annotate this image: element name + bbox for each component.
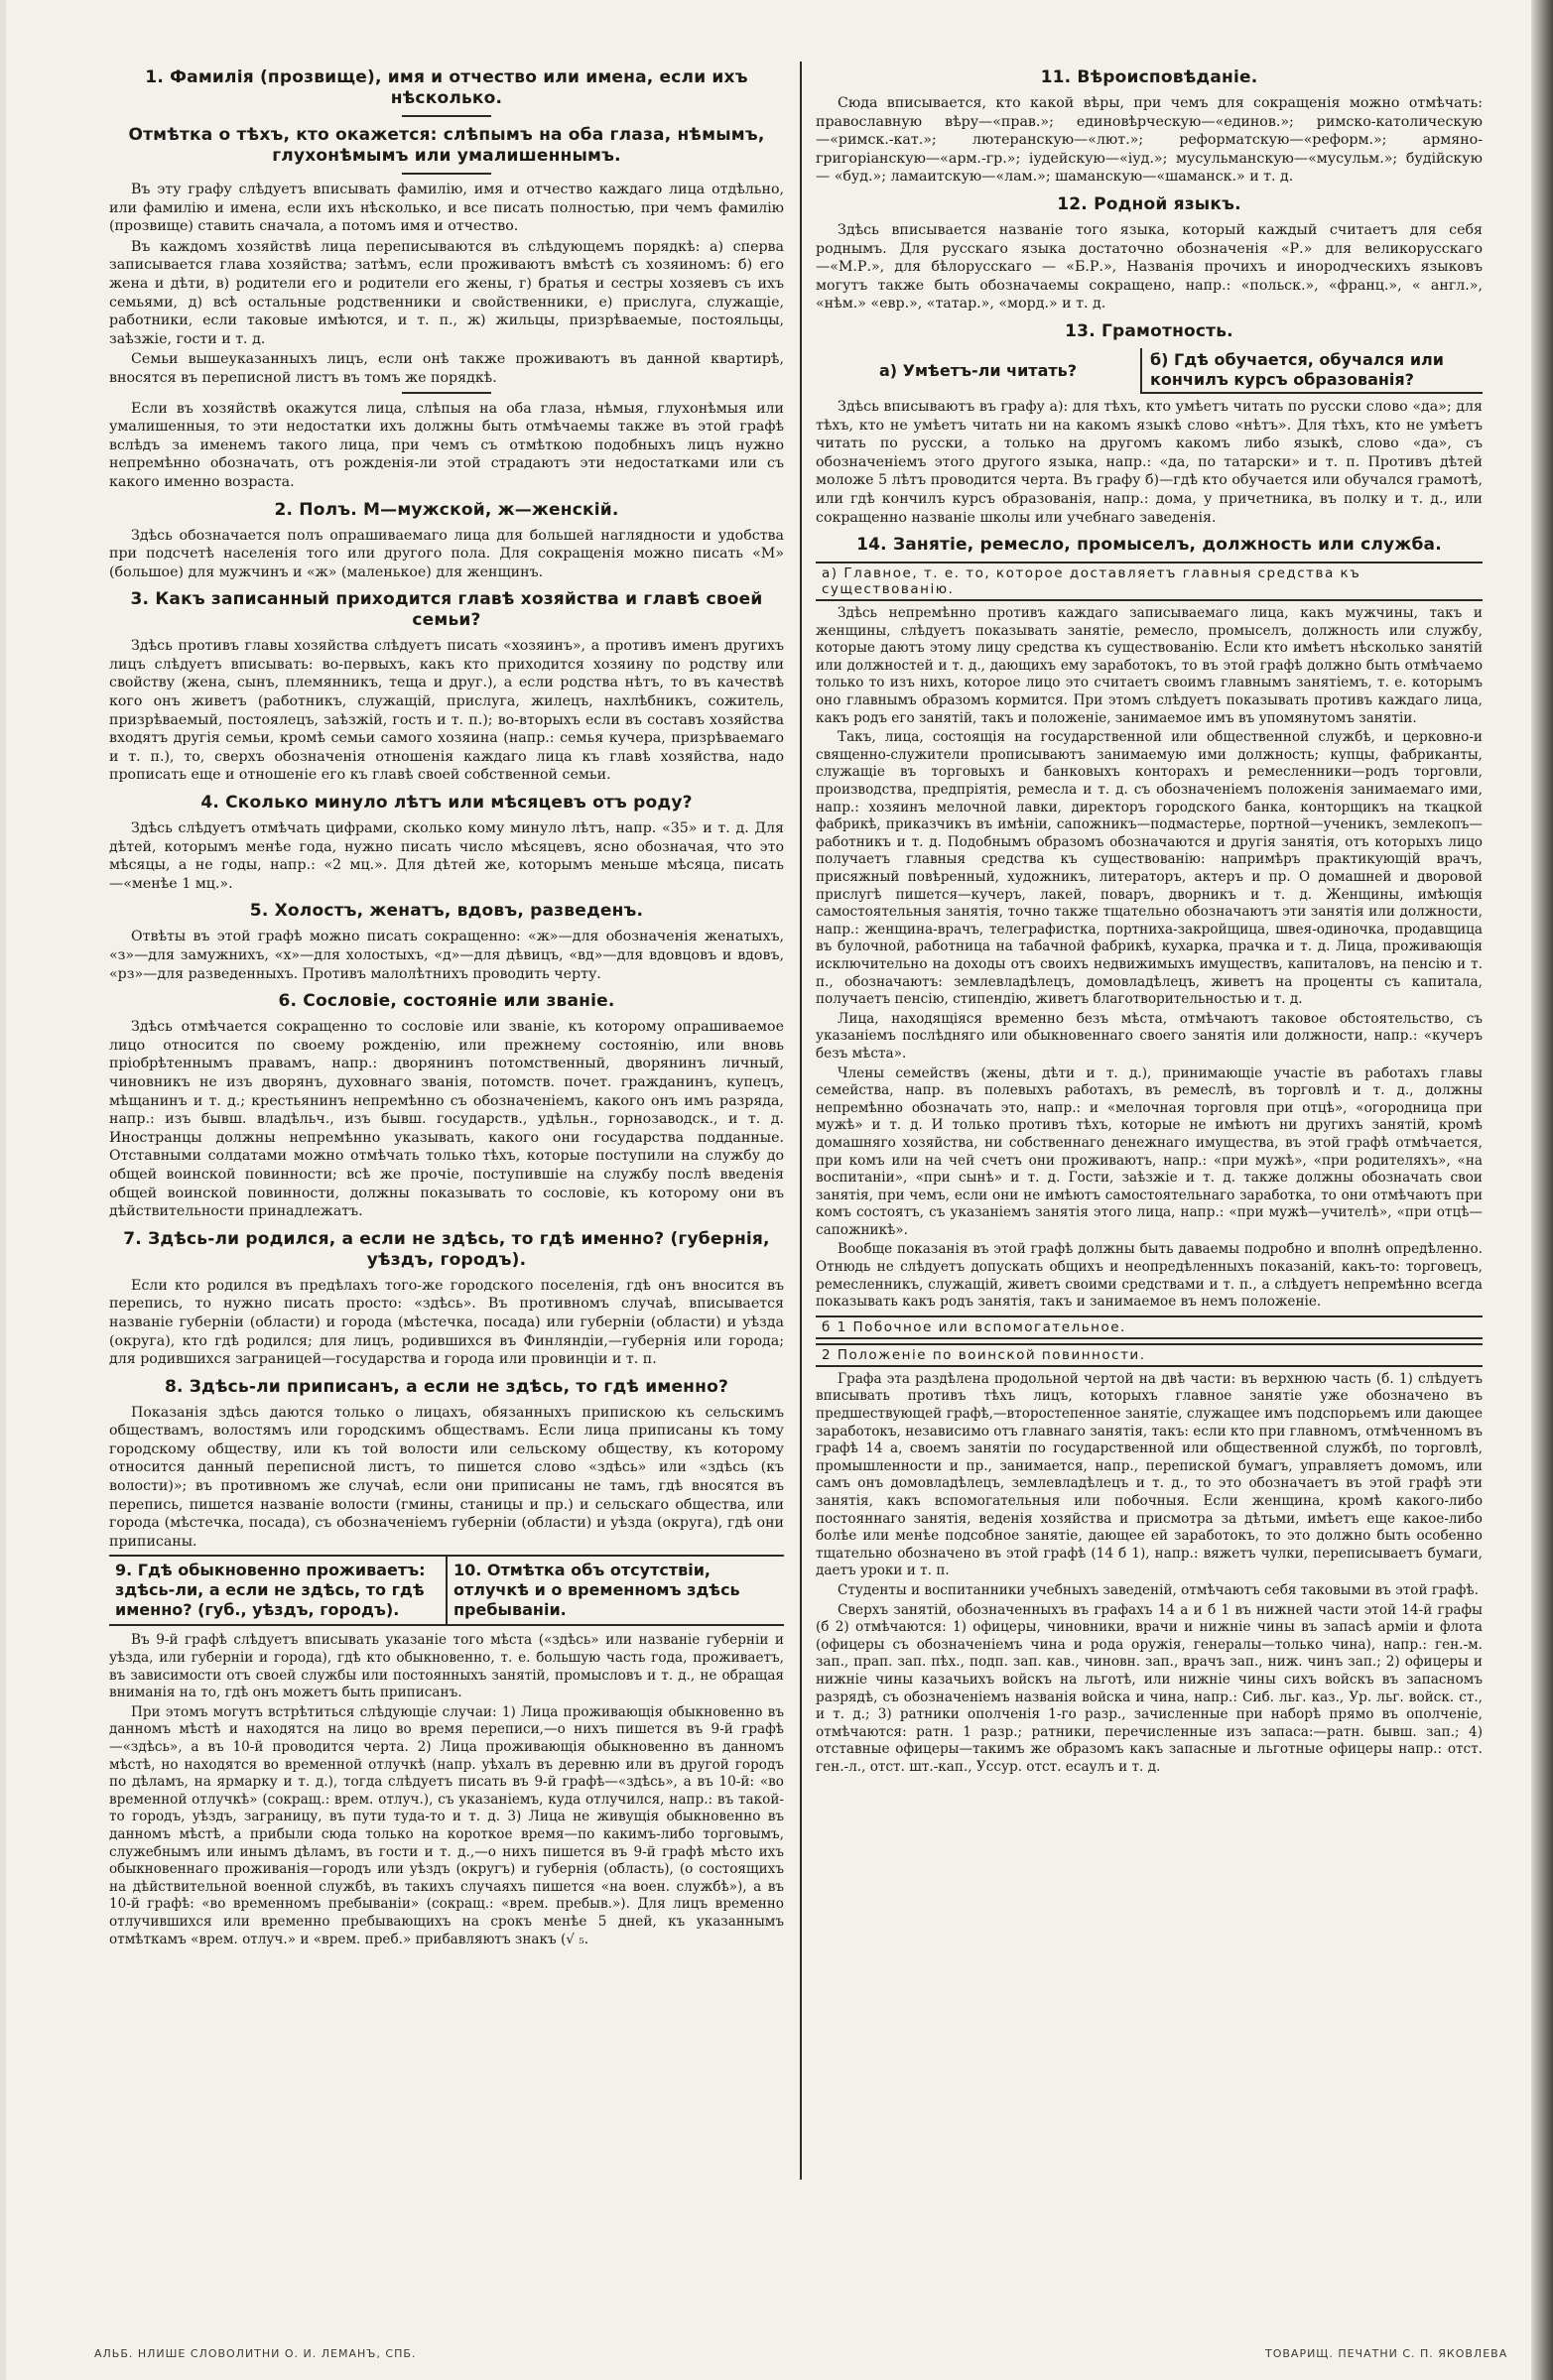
section-9-paragraph: Въ 9-й графѣ слѣдуетъ вписывать указаніе того мѣста («здѣсь» или названіе губерніи и уѣзда, или губерніи и города), гдѣ кто обыкновенно, т. е. большую часть года, проживаетъ, въ зависимости отъ своей службы или постоянныхъ занятій, промысловъ и т. д., не обращая вниманія на то, гдѣ онъ можетъ быть приписанъ. [109, 1632, 784, 1701]
right-column [816, 60, 1483, 2183]
section-8-paragraph: Показанія здѣсь даются только о лицахъ, обязанныхъ припискою къ сельскимъ обществамъ, волостямъ или городскимъ обществамъ. Если лица приписаны къ тому городскому обществу, или къ той волости или сельскому обществу, къ которому относится данный переписной листъ, то пишется слово «здѣсь» или «здѣсь (къ волости)»; въ противномъ же случаѣ, если они приписаны не тамъ, гдѣ вносятся въ перепись, пишется названіе волости (гмины, станицы и пр.) и сельскаго общества, или города (мѣстечка, посада), съ обозначеніемъ губерніи (области) и уѣзда (округа), гдѣ они приписаны. [109, 1404, 784, 1550]
page-edge-left [0, 0, 6, 2380]
section-7-title: 7. Здѣсь-ли родился, а если не здѣсь, то гдѣ именно? (губернія, уѣздъ, городъ). [123, 1228, 770, 1270]
section-5-title: 5. Холостъ, женатъ, вдовъ, разведенъ. [249, 901, 644, 922]
section-14-b1-bar: б 1 Побочное или вспомогательное. [816, 1315, 1483, 1339]
section-1-paragraph: Въ каждомъ хозяйствѣ лица переписываются въ слѣдующемъ порядкѣ: а) сперва записывается глава хозяйства; затѣмъ, если проживаютъ вмѣстѣ съ хозяиномъ: б) его жена и дѣти, в) родители его и родители его жены, г) братья и сестры хозяевъ съ ихъ семьями, д) всѣ остальные родственники и свойственники, е) прислуга, служащіе, работники, если таковые имѣются, и т. п., ж) жильцы, призрѣваемые, постояльцы, заѣзжіе, гости и т. д. [109, 238, 784, 347]
section-13-a-label: а) Умѣетъ-ли читать? [878, 361, 1078, 381]
section-14-paragraph: Члены семействъ (жены, дѣти и т. д.), принимающіе участіе въ работахъ главы семейства, напр. въ полевыхъ работахъ, въ ремеслѣ, въ торговлѣ и т. д., должны непремѣнно обозначать это, напр.: и «мелочная торговля при отцѣ», «огородница при мужѣ» и т. д. И только противъ тѣхъ, которые не имѣютъ ни другихъ занятій, кромѣ домашняго хозяйства, ни собственнаго денежнаго имущества, въ этой графѣ отмѣчается, при комъ или на чей счетъ они проживаютъ, напр.: «при мужѣ», «при родителяхъ», «на воспитаніи», «при сынѣ» и т. д. Гости, заѣзжіе и т. д. также должны обозначать свои занятія, при чемъ, если они не имѣютъ самостоятельнаго заработка, то они отмѣчаютъ при комъ состоятъ, съ указаніемъ занятія этого лица, напр.: «при мужѣ—учителѣ», «при отцѣ—сапожникѣ». [816, 1065, 1483, 1238]
section-11-title: 11. Вѣроисповѣданіе. [1040, 67, 1258, 87]
section-12-title: 12. Родной языкъ. [1057, 193, 1241, 214]
section-rule [402, 173, 491, 175]
section-rule [402, 392, 491, 394]
section-2-title: 2. Полъ. М—мужской, ж—женскій. [274, 499, 619, 520]
left-column [109, 60, 784, 2183]
section-13-paragraph: Здѣсь вписываютъ въ графу а): для тѣхъ, кто умѣетъ читать по русски слово «да»; для тѣхъ, кто не умѣетъ читать ни на какомъ языкѣ слово «нѣтъ». Для тѣхъ, кто не умѣетъ читать по русски, а только на другомъ какомъ либо языкѣ, слово «да», съ обозначеніемъ этого другого языка, напр.: «да, по татарски» и т. п. Противъ дѣтей моложе 5 лѣтъ проводится черта. Въ графу б)—гдѣ кто обучается или обучался грамотѣ, или гдѣ кончилъ курсъ образованія, напр.: дома, у причетника, въ полку и т. д., или сокращенно названіе школы или учебнаго заведенія. [816, 398, 1483, 526]
section-4-title: 4. Сколько минуло лѣтъ или мѣсяцевъ отъ роду? [200, 793, 693, 814]
section-13-b-label: б) Гдѣ обучается, обучался или кончилъ курсъ образованія? [1140, 348, 1483, 394]
section-5-paragraph: Отвѣты въ этой графѣ можно писать сокращенно: «ж»—для обозначенія женатыхъ, «з»—для замужнихъ, «х»—для холостыхъ, «д»—для дѣвицъ, «вд»—для вдовцовъ и вдовъ, «рз»—для разведенныхъ. Противъ малолѣтнихъ проводить черту. [109, 929, 784, 982]
section-8-title: 8. Здѣсь-ли приписанъ, а если не здѣсь, то гдѣ именно? [164, 1376, 729, 1397]
page-edge-right [1531, 0, 1553, 2380]
section-14-paragraph: Студенты и воспитанники учебныхъ заведеній, отмѣчаютъ себя таковыми въ этой графѣ. [838, 1581, 1479, 1598]
section-14-paragraph: Сверхъ занятій, обозначенныхъ въ графахъ 14 а и б 1 въ нижней части этой 14-й графы (б 2) отмѣчаются: 1) офицеры, чиновники, врачи и нижніе чины въ запасѣ арміи и флота (офицеры съ обозначеніемъ чина и рода оружія, генералы—только чина), напр.: ген.-м. зап., прап. зап. пѣх., подп. зап. кав., чиновн. зап., врачъ зап., ниж. чинъ зап.; 2) офицеры и нижніе чины казачьихъ войскъ на льготѣ, или нижніе чины сихъ войскъ въ запасномъ разрядѣ, съ обозначеніемъ названія войска и чина, напр.: Сиб. льг. каз., Ур. льг. войск. ст., и т. д.; 3) ратники ополченія 1-го разр., зачисленные при наборѣ прямо въ ополченіе, отмѣчаются: ратн. 1 разр.; ратники, перечисленные изъ запаса:—ратн. бывш. зап.; 4) отставные офицеры—такимъ же образомъ какъ запасные и льготные офицеры напр.: отст. ген.-л., отст. шт.-кап., Уссур. отст. есаулъ и т. д. [816, 1601, 1483, 1775]
section-1-paragraph: Семьи вышеуказанныхъ лицъ, если онѣ также проживаютъ въ данной квартирѣ, вносятся въ переписной листъ въ томъ же порядкѣ. [109, 351, 784, 386]
section-13-title: 13. Грамотность. [1065, 320, 1233, 341]
section-14-paragraph: Графа эта раздѣлена продольной чертой на двѣ части: въ верхнюю часть (б. 1) слѣдуетъ вписывать противъ тѣхъ лицъ, которыхъ главное занятіе уже обозначено въ предшествующей графѣ,—второстепенное занятіе, служащее имъ подспорьемъ или дающее заработокъ, независимо отъ главнаго занятія, такъ: если кто при главномъ, отмѣченномъ въ графѣ 14 а, своемъ занятіи по государственной или общественной службѣ, по торговлѣ, промышленности и пр., занимается, напр., перепиской бумагъ, управляетъ домомъ, или самъ онъ домовладѣлецъ, землевладѣлецъ и т. д., то это обозначаетъ въ этой графѣ эти занятія, какъ вспомогательныя или побочныя. Если женщина, кромѣ какого-либо постояннаго занятія, веденія хозяйства и присмотра за дѣтьми, имѣетъ еще какое-либо болѣе или менѣе подсобное занятіе, дающее ей заработокъ, то это должно быть особенно тщательно обозначено въ этой графѣ (14 б 1), напр.: вяжетъ чулки, переписываетъ бумаги, даетъ уроки и т. п. [816, 1370, 1483, 1579]
section-1-paragraph: Если въ хозяйствѣ окажутся лица, слѣпыя на оба глаза, нѣмыя, глухонѣмыя или умалишенныя, то эти недостатки ихъ должны быть отмѣчаемы также въ этой графѣ вслѣдъ за именемъ такого лица, при чемъ съ отмѣткою подобныхъ лицъ нужно непремѣнно обозначать, отъ рожденія-ли этой страдаютъ эти недостатками или съ какого именно возраста. [109, 400, 784, 490]
section-4-paragraph: Здѣсь слѣдуетъ отмѣчать цифрами, сколько кому минуло лѣтъ, напр. «35» и т. д. Для дѣтей, которымъ менѣе года, нужно писать число мѣсяцевъ, ясно обозначая, что это мѣсяцы, а не годы, напр.: «2 мц.». Для дѣтей же, которымъ меньше мѣсяца, писать—«менѣе 1 мц.». [109, 820, 784, 892]
section-9-10-header [109, 1555, 784, 1626]
section-11-paragraph: Сюда вписывается, кто какой вѣры, при чемъ для сокращенія можно отмѣчать: православную вѣру—«прав.»; единовѣрческую—«единов.»; римско-католическую—«римск.-кат.»; лютеранскую—«лют.»; реформатскую—«реформ.»; армяно-григоріанскую—«арм.-гр.»; іудейскую—«іуд.»; мусульманскую—«мусульм.»; будійскую — «буд.»; ламаитскую—«лам.»; шаманскую—«шаманск.» и т. д. [816, 95, 1483, 186]
section-6-paragraph: Здѣсь отмѣчается сокращенно то сословіе или званіе, къ которому опрашиваемое лицо относится по своему рожденію, или прежнему состоянію, или вновь пріобрѣтеннымъ правамъ, напр.: дворянинъ потомственный, дворянинъ личный, чиновникъ не изъ дворянъ, духовнаго званія, потомств. почет. гражданинъ, купецъ, мѣщанинъ и т. д.; крестьянинъ непремѣнно съ обозначеніемъ, какого онъ имъ разряда, напр.: изъ бывш. владѣльч., изъ бывш. государств., удѣльн., горнозаводск., и т. д. Иностранцы должны непремѣнно указывать, какого они государства подданные. Отставными солдатами можно отмѣчать только тѣхъ, которые поступили на службу до общей воинской повинности; всѣ же прочіе, поступившіе на службу послѣ введенія общей воинской повинности, должны показывать то сословіе, къ которому они въ дѣйствительности принадлежатъ. [109, 1019, 784, 1220]
section-7-paragraph: Если кто родился въ предѣлахъ того-же городского поселенія, гдѣ онъ вносится въ перепись, то нужно писать просто: «здѣсь». Въ противномъ случаѣ, вписывается названіе губерніи (области) и города (мѣстечка, посада) или губерніи (области) и уѣзда (округа), кто гдѣ родился; для лицъ, родившихся въ Финляндіи,—губернія или города; для родившихся заграницей—государства и города или провинціи и т. п. [109, 1277, 784, 1368]
section-1-paragraph: Въ эту графу слѣдуетъ вписывать фамилію, имя и отчество каждаго лица отдѣльно, или фамилію и имена, если ихъ нѣсколько, и все писать полностью, при чемъ фамилію (прозвище) ставить сначала, а потомъ имя и отчество. [109, 182, 784, 235]
section-9-title: 9. Гдѣ обыкновенно проживаетъ: здѣсь-ли, а если не здѣсь, то гдѣ именно? (губ., уѣздъ, городъ). [109, 1557, 448, 1624]
section-6-title: 6. Сословіе, состояніе или званіе. [278, 991, 615, 1012]
section-14-paragraph: Здѣсь непремѣнно противъ каждаго записываемаго лица, какъ мужчины, такъ и женщины, слѣдуетъ показывать занятіе, ремесло, промыселъ, должность или службу, которые даютъ этому лицу средства къ существованію. Если кто имѣетъ нѣсколько занятій или должностей и т. д., дающихъ ему заработокъ, то въ этой графѣ должно быть отмѣчаемо только то изъ нихъ, которое лицо это считаетъ своимъ главнымъ занятіемъ, т. е. которымъ оно главнымъ образомъ кормится. При этомъ слѣдуетъ показывать противъ каждаго лица, какъ родъ его занятій, такъ и положеніе, занимаемое имъ въ упомянутомъ занятіи. [816, 605, 1483, 726]
section-12-paragraph: Здѣсь вписывается названіе того языка, который каждый считаетъ для себя роднымъ. Для русскаго языка достаточно обозначенія «Р.» для великорусскаго—«М.Р.», для бѣлорусскаго — «Б.Р.», Названія прочихъ и инородческихъ языковъ могутъ также быть обозначаемы сокращено, напр.: «польск.», «франц.», « англ.», «нѣм.» «евр.», «татар.», «морд.» и т. д. [816, 221, 1483, 313]
section-14-paragraph: Лица, находящіяся временно безъ мѣста, отмѣчаютъ таковое обстоятельство, съ указаніемъ послѣдняго или обыкновеннаго своего занятія или должности, напр.: «кучеръ безъ мѣста». [816, 1010, 1483, 1062]
section-1-title: 1. Фамилія (прозвище), имя и отчество или имена, если ихъ нѣсколько. [145, 67, 748, 108]
section-14-title: 14. Занятіе, ремесло, промыселъ, должность или служба. [856, 535, 1442, 556]
section-rule [402, 115, 491, 117]
section-9-paragraph: При этомъ могутъ встрѣтиться слѣдующіе случаи: 1) Лица проживающія обыкновенно въ данномъ мѣстѣ и находятся на лицо во время переписи,—о нихъ пишется въ 9-й графѣ—«здѣсь», а въ 10-й проводится черта. 2) Лица проживающія обыкновенно въ данномъ мѣстѣ, но находятся во временной отлучкѣ (напр. уѣхалъ въ деревню или въ другой городъ по дѣламъ, на ярмарку и т. д.), тогда слѣдуетъ писать въ 9-й графѣ—«здѣсь», а въ 10-й: «во временной отлучкѣ» (сокращ.: врем. отлуч.), съ указаніемъ, куда отлучился, напр.: въ такой-то городъ, уѣздъ, заграницу, въ пути туда-то и т. д. 3) Лица не живущія обыкновенно въ данномъ мѣстѣ, а прибыли сюда только на короткое время—по какимъ-либо торговымъ, служебнымъ или инымъ дѣламъ, въ гости и т. д.,—о нихъ пишется въ 9-й графѣ мѣсто ихъ обыкновеннаго проживанія—городъ или уѣздъ (округъ) и губернія (область), (о состоящихъ на дѣйствительной военной службѣ, въ такихъ случаяхъ пишется «на воен. службѣ»), а въ 10-й графѣ: «во временномъ пребываніи» (сокращ.: «врем. пребыв.»). Для лицъ временно отлучившихся или временно пребывающихъ на срокъ менѣе 5 дней, къ указаннымъ отмѣткамъ «врем. отлуч.» и «врем. преб.» прибавляютъ знакъ (√ ₅. [109, 1703, 784, 1947]
section-14-paragraph: Вообще показанія въ этой графѣ должны быть даваемы подробно и вполнѣ опредѣленно. Отнюдь не слѣдуетъ допускать общихъ и неопредѣленныхъ показаній, какъ-то: торговецъ, ремесленникъ, служащій, живетъ своими средствами и т. п., а слѣдуетъ непремѣнно всегда показывать какъ родъ занятія, такъ и занимаемое въ немъ положеніе. [816, 1241, 1483, 1311]
section-2-paragraph: Здѣсь обозначается полъ опрашиваемаго лица для большей наглядности и удобства при подсчетѣ населенія того или другого пола. Для сокращенія можно писать «М» (большое) для мужчинъ и «ж» (маленькое) для женщинъ. [109, 527, 784, 580]
section-1-subtitle: Отмѣтка о тѣхъ, кто окажется: слѣпымъ на оба глаза, нѣмымъ, глухонѣмымъ или умалишеннымъ. [128, 125, 765, 166]
section-10-title: 10. Отмѣтка объ отсутствіи, отлучкѣ и о временномъ здѣсь пребываніи. [453, 1561, 740, 1620]
column-divider [800, 62, 802, 2180]
section-3-paragraph: Здѣсь противъ главы хозяйства слѣдуетъ писать «хозяинъ», а противъ именъ другихъ лицъ слѣдуетъ вписывать: во-первыхъ, какъ кто приходится хозяину по родству или свойству (жена, сынъ, племянникъ, теща и друг.), а если родства нѣтъ, то въ качествѣ кого онъ живетъ (работникъ, служащій, прислуга, жилецъ, нахлѣбникъ, сожитель, призрѣваемый, постоялецъ, заѣзжій, гость и т. п.); во-вторыхъ если въ составъ хозяйства входятъ другія семьи, кромѣ семьи самого хозяина (напр.: семья кучера, призрѣваемаго и т. п.), то, сверхъ обозначенія отношенія каждаго лица къ главѣ хозяйства, надо прописать еще и отношеніе его къ главѣ своей собственной семьи. [109, 638, 784, 784]
section-14-a-bar: а) Главное, т. е. то, которое доставляетъ главныя средства къ существованію. [816, 562, 1483, 601]
section-13-header [816, 348, 1483, 394]
section-3-title: 3. Какъ записанный приходится главѣ хозяйства и главѣ своей семьи? [130, 589, 763, 631]
printer-imprint-right: ТОВАРИЩ. ПЕЧАТНИ С. П. ЯКОВЛЕВА [1265, 2347, 1508, 2360]
section-14-paragraph: Такъ, лица, состоящія на государственной или общественной службѣ, и церковно-и священно-служители прописываютъ занимаемую ими должность; купцы, фабриканты, служащіе въ торговыхъ и банковыхъ конторахъ и ремесленники—родъ торговли, производства, предпріятія, ремесла и т. д. съ обозначеніемъ положенія занимаемаго ими, напр.: хозяинъ мелочной лавки, директоръ городского банка, конторщикъ на ткацкой фабрикѣ, приказчикъ въ имѣніи, сапожникъ—подмастерье, портной—ученикъ, землекопъ—работникъ и т. д. Подобнымъ образомъ обозначаются и другія занятія, отъ которыхъ лицо получаетъ главныя средства къ существованію: напримѣръ практикующій врачъ, присяжный повѣренный, художникъ, литераторъ, актеръ и пр. О домашней и дворовой прислугѣ пишется—кучеръ, лакей, поваръ, дворникъ и т. д. Женщины, имѣющія самостоятельныя занятія, точно также тщательно обозначаютъ эти занятія или должности, напр.: женщина-врачъ, телеграфистка, портниха-закройщица, швея-одиночка, продавщица въ булочной, работница на табачной фабрикѣ, кухарка, прачка и т. д. Лица, проживающія исключительно на доходы отъ своихъ недвижимыхъ имуществъ, капиталовъ, на пенсію и т. п., обозначаютъ: землевладѣлецъ, домовладѣлецъ, живетъ на проценты съ капитала, получаетъ пенсію, стипендію, живетъ благотворительностью и т. д. [816, 729, 1483, 1008]
section-14-b2-bar: 2 Положеніе по воинской повинности. [816, 1343, 1483, 1367]
printer-imprint-left: АЛЬБ. НЛИШЕ СЛОВОЛИТНИ О. И. ЛЕМАНЪ, СПБ. [94, 2347, 417, 2360]
